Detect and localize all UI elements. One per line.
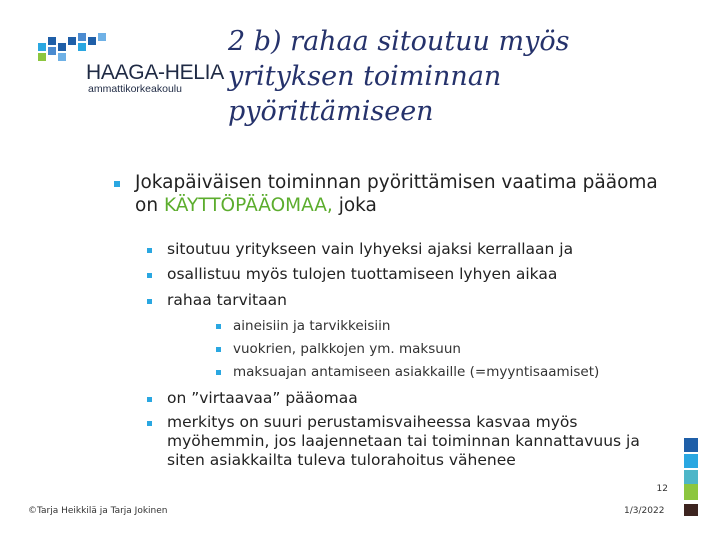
sub-bullet-text: rahaa tarvitaan bbox=[167, 291, 287, 309]
main-bullet-prefix: on bbox=[135, 195, 164, 216]
footer-copyright: ©Tarja Heikkilä ja Tarja Jokinen bbox=[28, 506, 168, 516]
slide-title bbox=[228, 24, 608, 129]
sub-sub-bullet-text: aineisiin ja tarvikkeisiin bbox=[233, 318, 391, 334]
color-bar bbox=[684, 454, 698, 468]
sub-bullet-line-3: siten asiakkailta tuleva tulorahoitus vähenee bbox=[167, 451, 516, 469]
main-bullet-line-1: Jokapäiväisen toiminnan pyörittämisen vaatima pääoma bbox=[135, 172, 658, 193]
logo-name: HAAGA-HELIA bbox=[86, 61, 224, 84]
main-bullet-suffix: joka bbox=[332, 195, 377, 216]
kayttopaaomaa-highlight: KÄYTTÖPÄÄOMAA, bbox=[163, 195, 333, 216]
main-bullet-text bbox=[135, 172, 658, 216]
sub-bullet-text: osallistuu myös tulojen tuottamiseen lyhyen aikaa bbox=[167, 265, 558, 283]
color-bar bbox=[684, 504, 698, 516]
color-bar bbox=[684, 438, 698, 452]
color-bar bbox=[684, 484, 698, 500]
bullet-square-icon bbox=[216, 324, 221, 329]
title-line-3: pyörittämiseen bbox=[228, 96, 434, 127]
sub-sub-bullet-text: maksuajan antamiseen asiakkaille (=myyntisaamiset) bbox=[233, 364, 600, 380]
footer-date: 1/3/2022 bbox=[624, 506, 665, 516]
title-line-1: 2 b) rahaa sitoutuu myös bbox=[228, 26, 570, 57]
bullet-square-icon bbox=[147, 248, 152, 253]
logo-subtitle: ammattikorkeakoulu bbox=[88, 83, 182, 95]
title-line-2: yrityksen toiminnan bbox=[228, 61, 502, 92]
page-number: 12 bbox=[656, 484, 668, 494]
main-bullet-line-2 bbox=[135, 195, 658, 216]
sub-sub-bullet-text: vuokrien, palkkojen ym. maksuun bbox=[233, 341, 461, 357]
bullet-square-icon bbox=[216, 370, 221, 375]
decorative-color-bars bbox=[684, 438, 698, 516]
bullet-square-icon bbox=[147, 273, 152, 278]
bullet-square-icon bbox=[147, 397, 152, 402]
haaga-helia-logo bbox=[38, 33, 224, 103]
color-bar bbox=[684, 470, 698, 484]
bullet-square-icon bbox=[114, 181, 120, 187]
sub-bullet-text: on ”virtaavaa” pääomaa bbox=[167, 389, 358, 407]
bullet-square-icon bbox=[147, 421, 152, 426]
logo-squares-icon bbox=[38, 33, 108, 63]
sub-bullet-line-2: myöhemmin, jos laajennetaan tai toiminnan kannattavuus ja bbox=[167, 432, 640, 450]
sub-bullet-line-1: merkitys on suuri perustamisvaiheessa kasvaa myös bbox=[167, 413, 578, 431]
bullet-square-icon bbox=[147, 299, 152, 304]
sub-bullet-text: sitoutuu yritykseen vain lyhyeksi ajaksi kerrallaan ja bbox=[167, 240, 574, 258]
bullet-square-icon bbox=[216, 347, 221, 352]
sub-bullet-multiline-text bbox=[167, 413, 640, 469]
